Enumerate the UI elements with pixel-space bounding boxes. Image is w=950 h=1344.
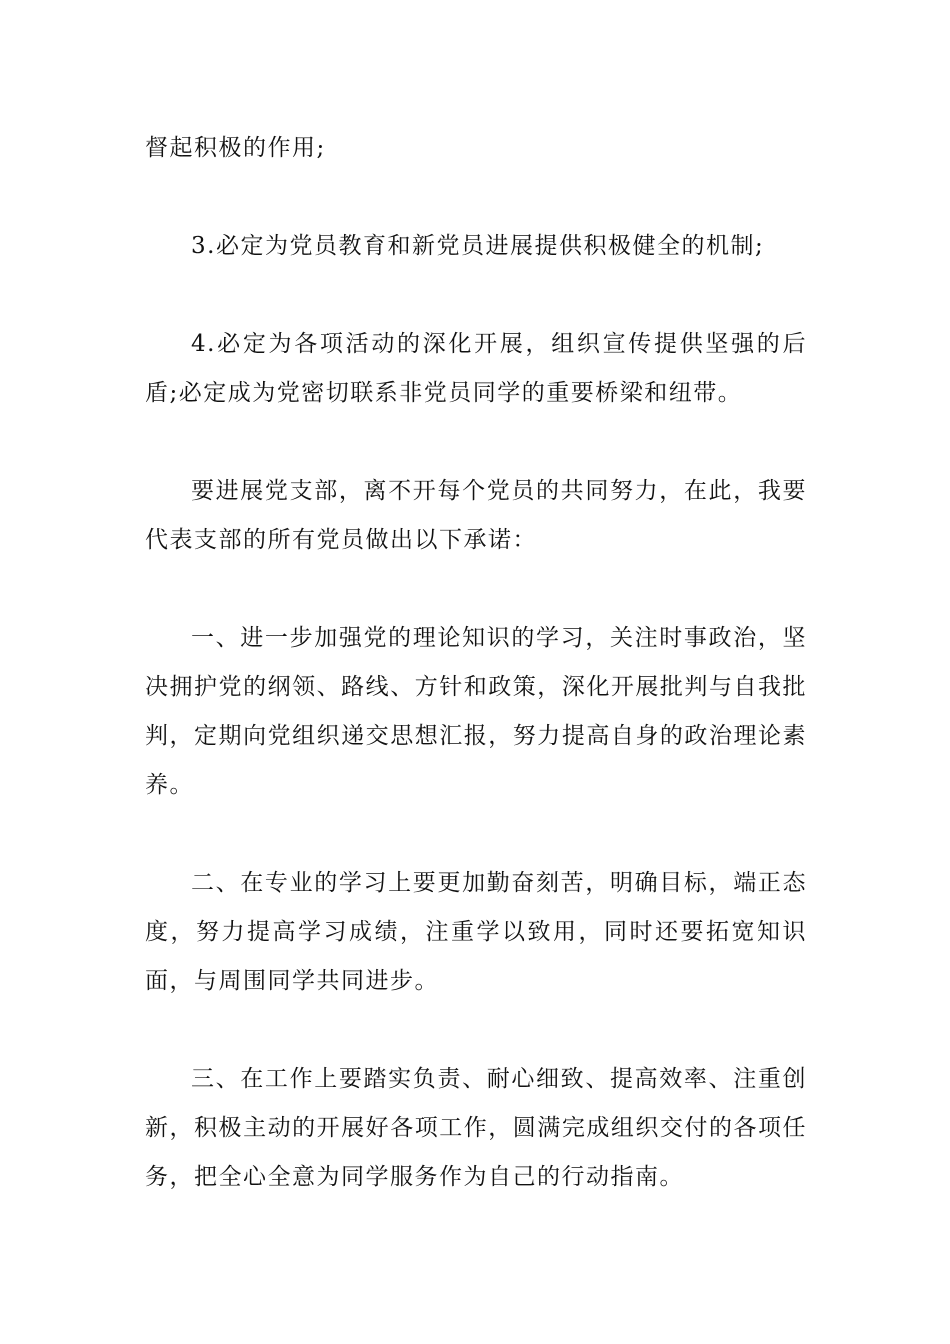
paragraph-commitment-2: 二、在专业的学习上要更加勤奋刻苦，明确目标，端正态度，努力提高学习成绩，注重学以致用，同时还要拓宽知识面，与周围同学共同进步。 xyxy=(145,870,807,994)
paragraph-commitment-1: 一、进一步加强党的理论知识的学习，关注时事政治，坚决拥护党的纲领、路线、方针和政策，深化开展批判与自我批判，定期向党组织递交思想汇报，努力提高自身的政治理论素养。 xyxy=(145,625,807,798)
paragraph-commitment-3: 三、在工作上要踏实负责、耐心细致、提高效率、注重创新，积极主动的开展好各项工作，圆满完成组织交付的各项任务，把全心全意为同学服务作为自己的行动指南。 xyxy=(145,1066,807,1190)
document-body xyxy=(145,124,807,1251)
paragraph-item-3: 3.必定为党员教育和新党员进展提供积极健全的机制; xyxy=(191,233,765,259)
paragraph-commitment-intro: 要进展党支部，离不开每个党员的共同努力，在此，我要代表支部的所有党员做出以下承诺： xyxy=(145,478,807,553)
paragraph-item-4: 4.必定为各项活动的深化开展，组织宣传提供坚强的后盾;必定成为党密切联系非党员同学的重要桥梁和纽带。 xyxy=(145,331,807,406)
paragraph-continuation: 督起积极的作用; xyxy=(145,135,326,161)
